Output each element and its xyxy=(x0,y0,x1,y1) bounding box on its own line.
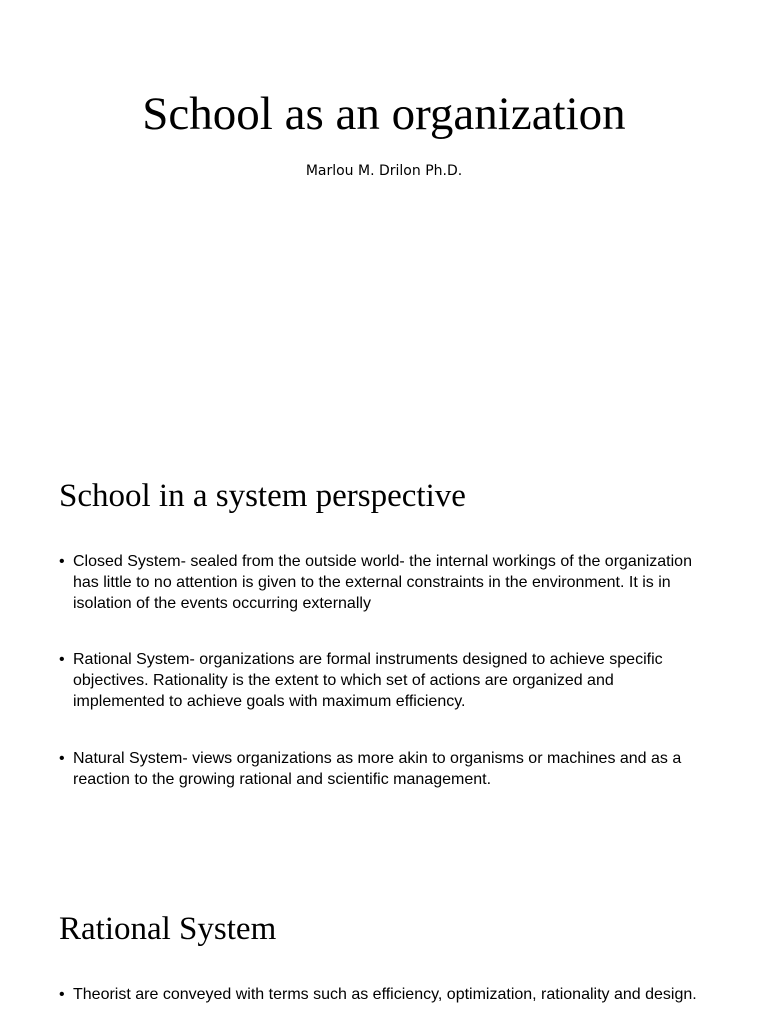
slide-title: Rational System xyxy=(59,911,277,947)
bullet-theorist xyxy=(59,984,709,1005)
bullet-natural-system xyxy=(59,748,709,790)
bullet-rational-system xyxy=(59,649,709,712)
bullet-dot-icon: • xyxy=(59,553,65,570)
bullet-dot-icon: • xyxy=(59,651,65,668)
bullet-text: Theorist are conveyed with terms such as efficiency, optimization, rationality and design. xyxy=(73,986,697,1003)
bullet-text: Closed System- sealed from the outside world- the internal workings of the organization has little to no attention is given to the external constraints in the environment. It is in isolation of the events occurring externally xyxy=(73,553,692,612)
bullet-dot-icon: • xyxy=(59,750,65,767)
system-perspective-slide xyxy=(0,432,768,864)
title-slide xyxy=(0,0,768,432)
author-subtitle: Marlou M. Drilon Ph.D. xyxy=(305,163,463,179)
slide-title: School in a system perspective xyxy=(59,478,466,514)
bullet-closed-system xyxy=(59,551,709,614)
bullet-text: Rational System- organizations are formal instruments designed to achieve specific objectives. Rationality is the extent to which set of actions are organized and implemented to achieve goals with maximum efficiency. xyxy=(73,651,663,710)
bullet-text: Natural System- views organizations as more akin to organisms or machines and as a reaction to the growing rational and scientific management. xyxy=(73,750,682,788)
bullet-dot-icon: • xyxy=(59,986,65,1003)
rational-system-slide xyxy=(0,864,768,1024)
presentation-title: School as an organization xyxy=(142,88,626,140)
